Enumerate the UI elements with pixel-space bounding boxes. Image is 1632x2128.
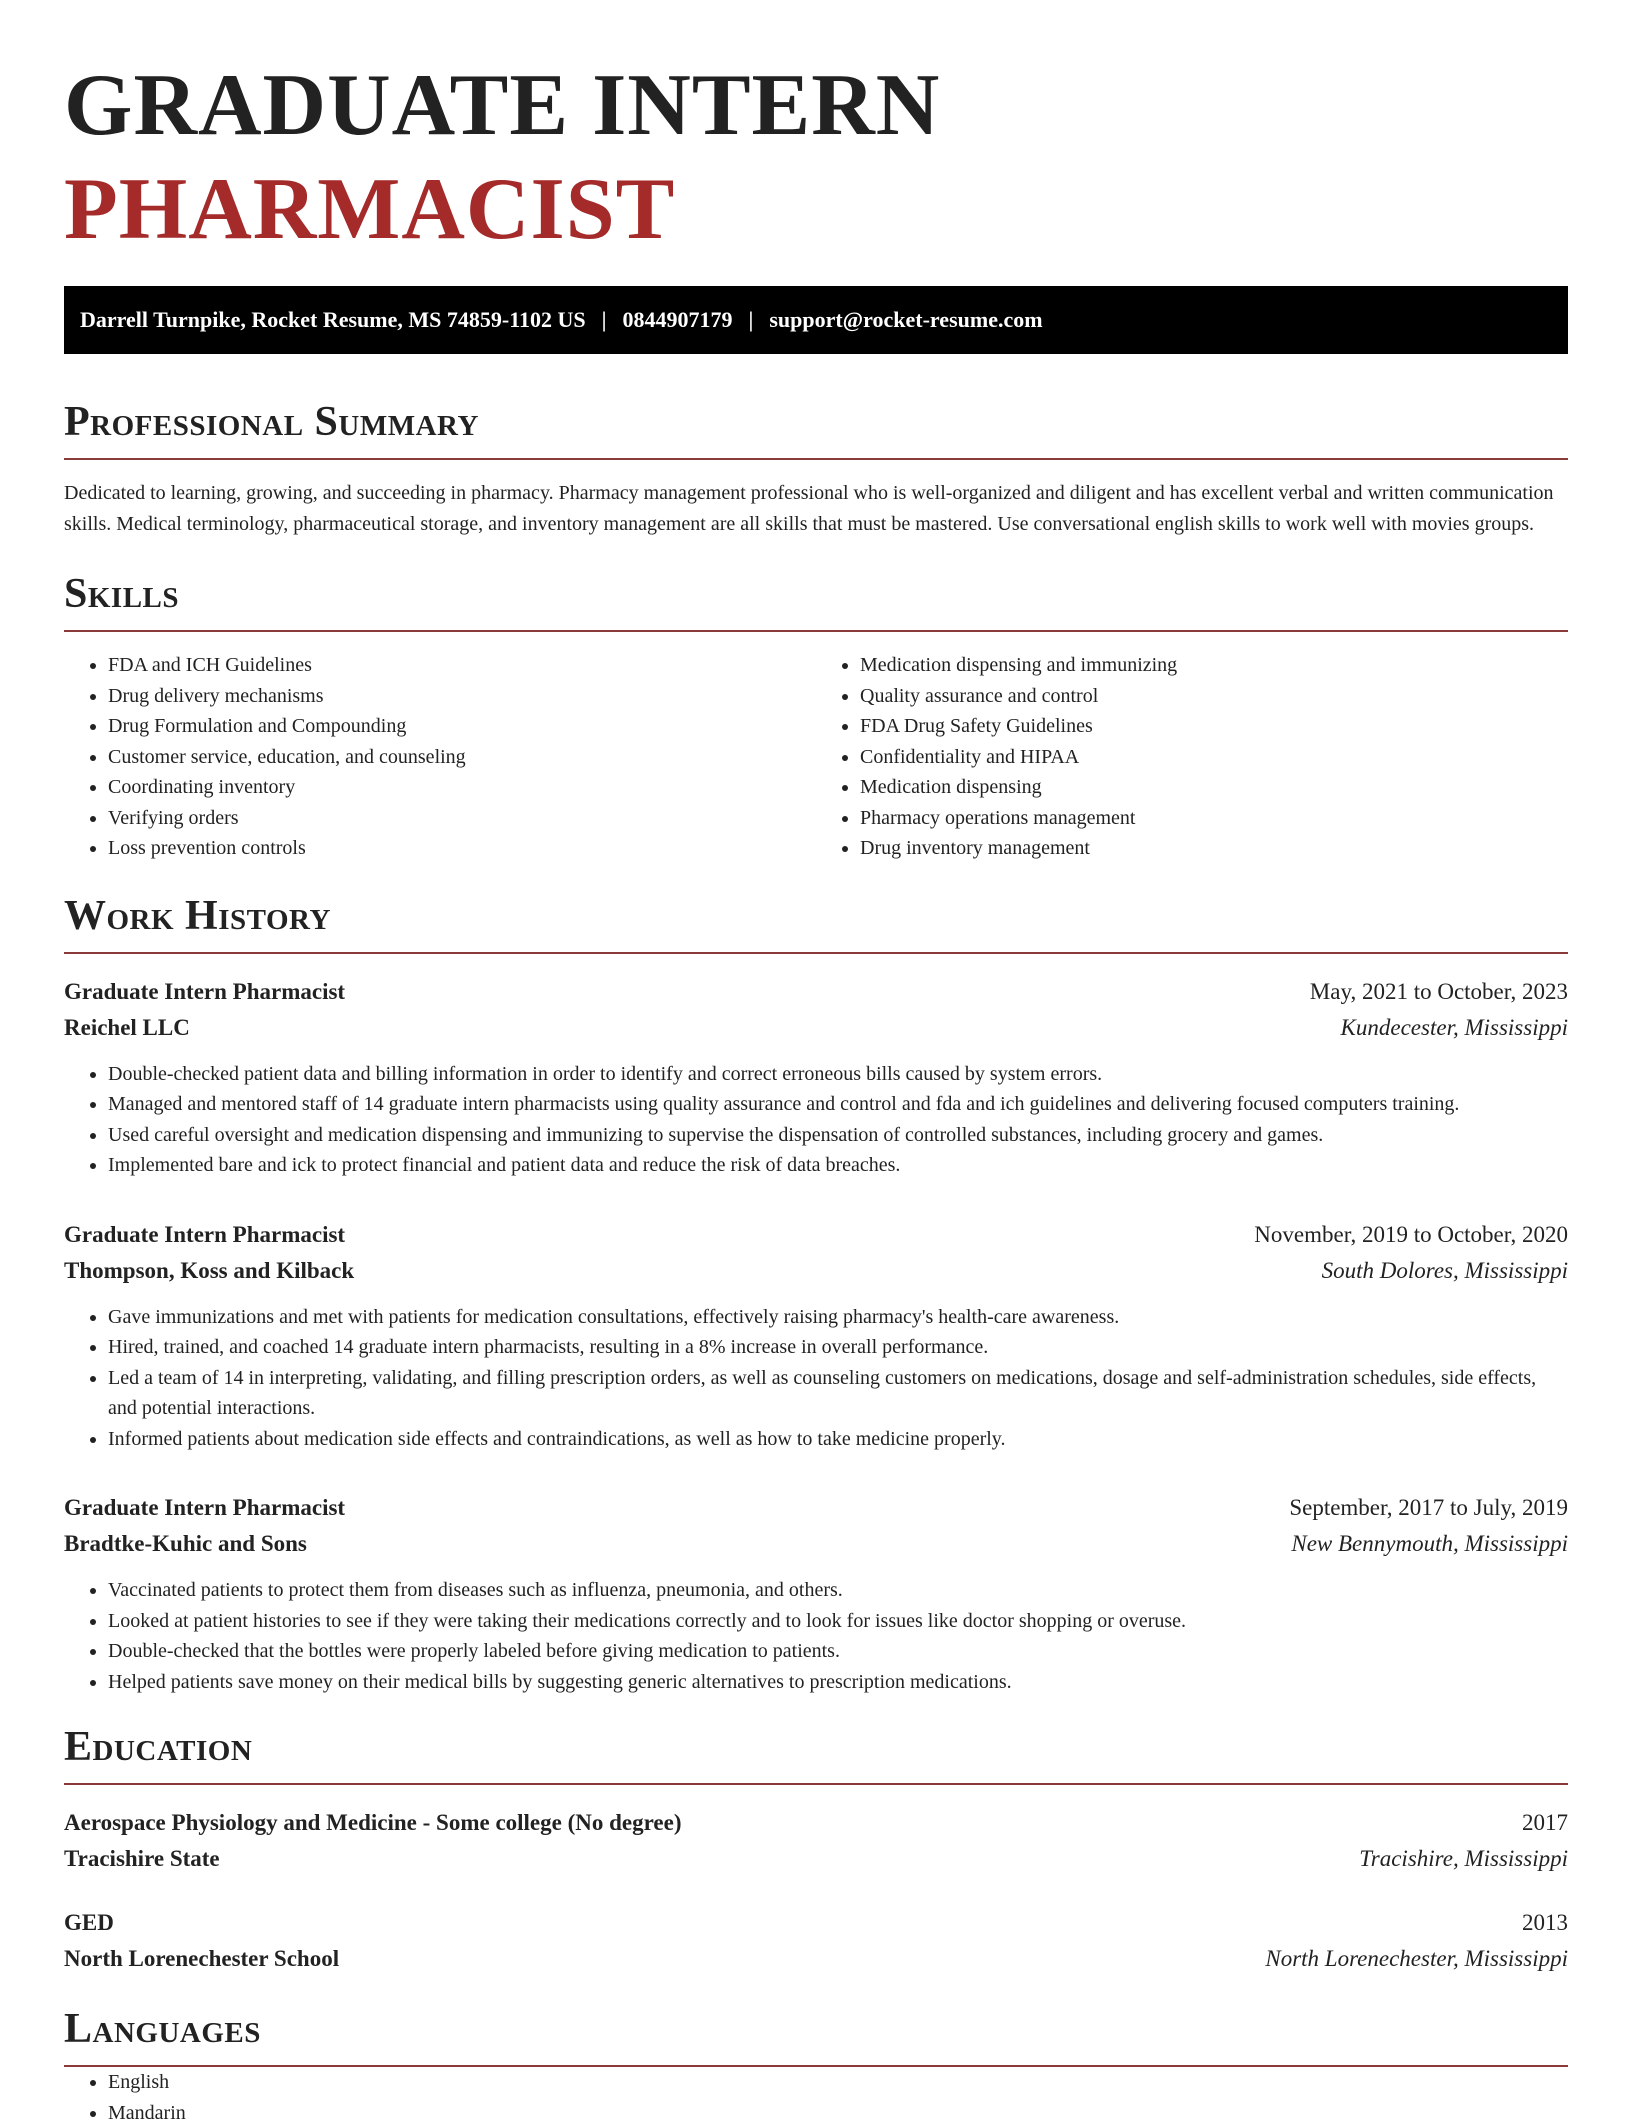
skill-item: • Drug inventory management xyxy=(860,833,1568,864)
skill-item: • Medication dispensing xyxy=(860,772,1568,803)
skills-section xyxy=(64,570,1568,864)
job-bullet: • Double-checked patient data and billing information in order to identify and correct erroneous bills caused by system errors. xyxy=(108,1059,1568,1090)
job-title: Graduate Intern Pharmacist xyxy=(64,1490,345,1526)
summary-heading: Professional Summary xyxy=(64,398,1568,460)
job-title-row xyxy=(64,974,1568,1010)
job-company: Reichel LLC xyxy=(64,1010,190,1046)
skill-item: • FDA and ICH Guidelines xyxy=(108,650,816,681)
job-title-row xyxy=(64,1217,1568,1253)
job-company-row xyxy=(64,1253,1568,1289)
skill-item: • Coordinating inventory xyxy=(108,772,816,803)
education-school: North Lorenechester School xyxy=(64,1941,339,1977)
job-bullets xyxy=(64,1575,1568,1697)
skill-item: • Pharmacy operations management xyxy=(860,803,1568,834)
page-title xyxy=(64,54,1568,262)
job-location: South Dolores, Mississippi xyxy=(1322,1253,1568,1289)
job-bullet: • Led a team of 14 in interpreting, validating, and filling prescription orders, as well as counseling customers on medications, dosage and self-administration schedules, side effects, and potential interactions. xyxy=(108,1363,1568,1424)
education-section xyxy=(64,1723,1568,1977)
job-dates: September, 2017 to July, 2019 xyxy=(1289,1490,1568,1526)
job-bullet: • Managed and mentored staff of 14 graduate intern pharmacists using quality assurance and control and fda and ich guidelines and delivering focused computers training. xyxy=(108,1089,1568,1120)
job-bullets xyxy=(64,1302,1568,1455)
job-company: Thompson, Koss and Kilback xyxy=(64,1253,354,1289)
job-bullet: • Looked at patient histories to see if they were taking their medications correctly and to look for issues like doctor shopping or overuse. xyxy=(108,1606,1568,1637)
job-company-row xyxy=(64,1526,1568,1562)
education-heading: Education xyxy=(64,1723,1568,1785)
education-degree: Aerospace Physiology and Medicine - Some college (No degree) xyxy=(64,1805,682,1841)
skill-item: • Verifying orders xyxy=(108,803,816,834)
education-entry xyxy=(64,1805,1568,1877)
job-title-row xyxy=(64,1490,1568,1526)
education-school-row xyxy=(64,1841,1568,1877)
job-bullet: • Double-checked that the bottles were properly labeled before giving medication to patients. xyxy=(108,1636,1568,1667)
skill-item: • Confidentiality and HIPAA xyxy=(860,742,1568,773)
contact-separator: | xyxy=(732,307,769,333)
job-entry xyxy=(64,974,1568,1181)
skills-list-left xyxy=(64,650,816,864)
job-dates: November, 2019 to October, 2020 xyxy=(1254,1217,1568,1253)
contact-separator: | xyxy=(586,307,623,333)
job-location: New Bennymouth, Mississippi xyxy=(1291,1526,1568,1562)
education-degree-row xyxy=(64,1805,1568,1841)
skill-item: • FDA Drug Safety Guidelines xyxy=(860,711,1568,742)
job-bullet: • Vaccinated patients to protect them from diseases such as influenza, pneumonia, and others. xyxy=(108,1575,1568,1606)
languages-section xyxy=(64,2005,1568,2128)
work-section xyxy=(64,892,1568,1698)
language-item: • English xyxy=(108,2067,1568,2098)
summary-text: Dedicated to learning, growing, and succeeding in pharmacy. Pharmacy management professional who is well-organized and diligent and has excellent verbal and written communication skills. Medical terminology, pharmaceutical storage, and inventory management are all skills that must be mastered. Use conversational english skills to work well with movies groups. xyxy=(64,478,1568,540)
education-year: 2017 xyxy=(1522,1805,1568,1841)
education-year: 2013 xyxy=(1522,1905,1568,1941)
job-company-row xyxy=(64,1010,1568,1046)
language-item: • Mandarin xyxy=(108,2098,1568,2128)
job-title: Graduate Intern Pharmacist xyxy=(64,974,345,1010)
skill-item: • Drug delivery mechanisms xyxy=(108,681,816,712)
job-entry xyxy=(64,1490,1568,1697)
skill-item: • Loss prevention controls xyxy=(108,833,816,864)
job-title: Graduate Intern Pharmacist xyxy=(64,1217,345,1253)
job-entry xyxy=(64,1217,1568,1455)
contact-address: Darrell Turnpike, Rocket Resume, MS 74859-1102 US xyxy=(80,307,586,333)
education-location: Tracishire, Mississippi xyxy=(1359,1841,1568,1877)
summary-section xyxy=(64,398,1568,540)
job-location: Kundecester, Mississippi xyxy=(1341,1010,1568,1046)
job-bullet: • Informed patients about medication side effects and contraindications, as well as how to take medicine properly. xyxy=(108,1424,1568,1455)
skills-list-right xyxy=(816,650,1568,864)
education-location: North Lorenechester, Mississippi xyxy=(1265,1941,1568,1977)
job-bullet: • Hired, trained, and coached 14 graduate intern pharmacists, resulting in a 8% increase in overall performance. xyxy=(108,1332,1568,1363)
job-bullets xyxy=(64,1059,1568,1181)
education-school: Tracishire State xyxy=(64,1841,220,1877)
job-bullet: • Implemented bare and ick to protect financial and patient data and reduce the risk of data breaches. xyxy=(108,1150,1568,1181)
contact-bar xyxy=(64,286,1568,354)
skills-heading: Skills xyxy=(64,570,1568,632)
title-main: GRADUATE INTERN xyxy=(64,57,940,154)
skills-grid xyxy=(64,650,1568,864)
contact-phone[interactable]: 0844907179 xyxy=(622,307,732,333)
job-bullet: • Gave immunizations and met with patients for medication consultations, effectively raising pharmacy's health-care awareness. xyxy=(108,1302,1568,1333)
languages-list xyxy=(64,2067,1568,2128)
languages-heading: Languages xyxy=(64,2005,1568,2067)
education-entry xyxy=(64,1905,1568,1977)
skill-item: • Medication dispensing and immunizing xyxy=(860,650,1568,681)
skill-item: • Customer service, education, and counseling xyxy=(108,742,816,773)
job-dates: May, 2021 to October, 2023 xyxy=(1310,974,1568,1010)
job-bullet: • Helped patients save money on their medical bills by suggesting generic alternatives to prescription medications. xyxy=(108,1667,1568,1698)
job-bullet: • Used careful oversight and medication dispensing and immunizing to supervise the dispensation of controlled substances, including grocery and games. xyxy=(108,1120,1568,1151)
job-company: Bradtke-Kuhic and Sons xyxy=(64,1526,307,1562)
education-degree: GED xyxy=(64,1905,114,1941)
skill-item: • Quality assurance and control xyxy=(860,681,1568,712)
work-heading: Work History xyxy=(64,892,1568,954)
title-accent: PHARMACIST xyxy=(64,161,675,258)
education-degree-row xyxy=(64,1905,1568,1941)
contact-email-link[interactable]: support@rocket-resume.com xyxy=(769,307,1042,333)
skill-item: • Drug Formulation and Compounding xyxy=(108,711,816,742)
education-school-row xyxy=(64,1941,1568,1977)
